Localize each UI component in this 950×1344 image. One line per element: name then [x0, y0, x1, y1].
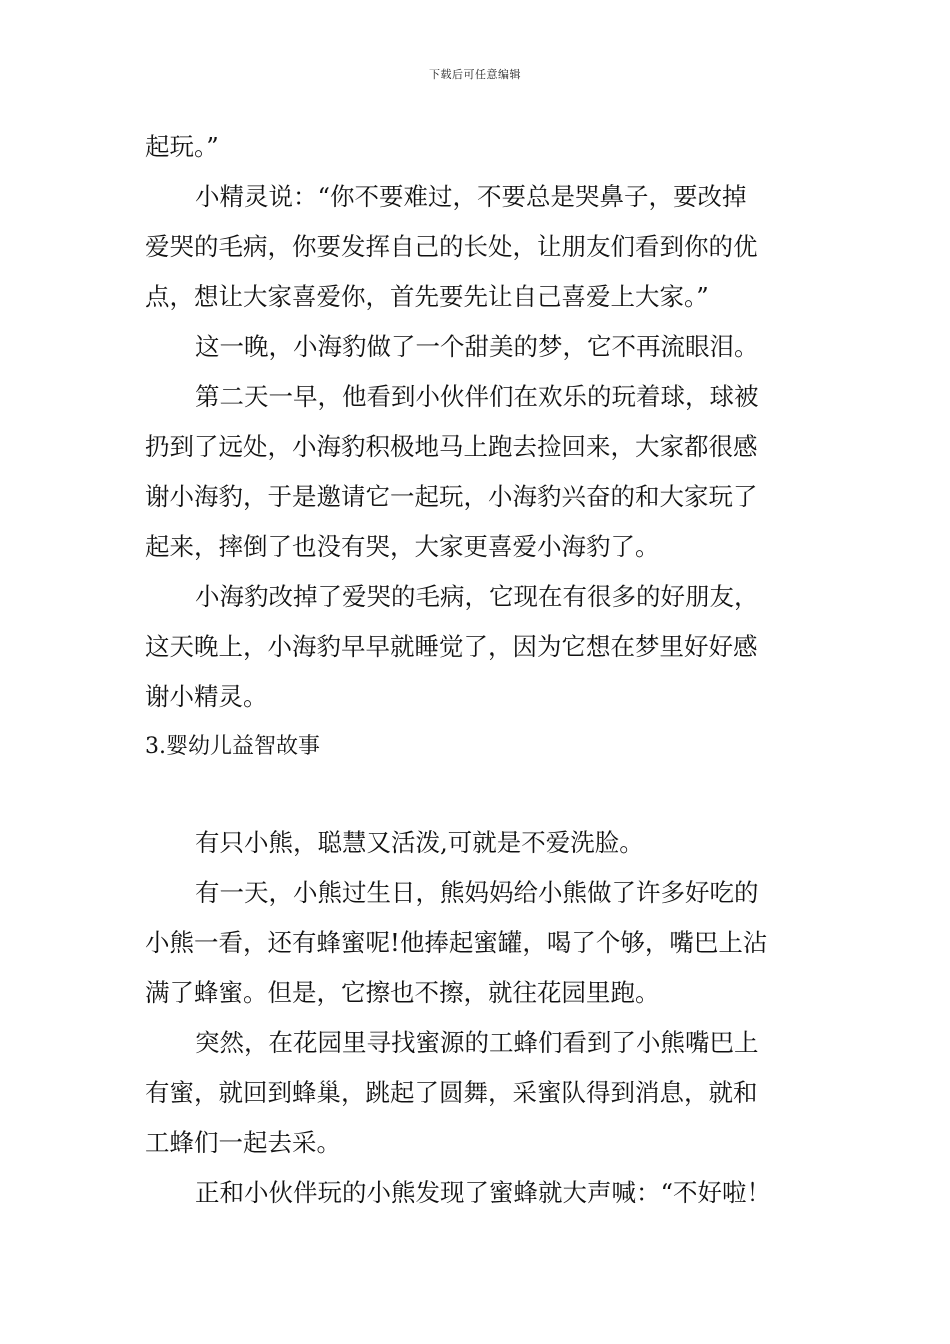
- paragraph-line: 满了蜂蜜。但是，它擦也不擦，就往花园里跑。: [145, 978, 660, 1007]
- paragraph-line: 有一天，小熊过生日，熊妈妈给小熊做了许多好吃的: [195, 878, 759, 907]
- document-body: [145, 122, 810, 1218]
- paragraph-line: 小熊一看，还有蜂蜜呢!他捧起蜜罐，喝了个够，嘴巴上沾: [145, 928, 768, 957]
- paragraph-line: 谢小海豹，于是邀请它一起玩，小海豹兴奋的和大家玩了: [145, 482, 758, 511]
- paragraph-line: 小海豹改掉了爱哭的毛病，它现在有很多的好朋友，: [195, 582, 759, 611]
- section-heading: 3.婴幼儿益智故事: [145, 734, 320, 759]
- paragraph-line: 谢小精灵。: [145, 682, 268, 711]
- page-header: 下载后可任意编辑: [429, 68, 521, 81]
- paragraph-line: 突然，在花园里寻找蜜源的工蜂们看到了小熊嘴巴上: [195, 1028, 759, 1057]
- paragraph-line: 起玩。”: [145, 132, 219, 161]
- paragraph-line: 起来，摔倒了也没有哭，大家更喜爱小海豹了。: [145, 532, 660, 561]
- section-gap: [145, 772, 810, 818]
- paragraph-line: 第二天一早，他看到小伙伴们在欢乐的玩着球，球被: [195, 382, 759, 411]
- paragraph-line: 点，想让大家喜爱你，首先要先让自己喜爱上大家。”: [145, 282, 709, 311]
- paragraph-line: 爱哭的毛病，你要发挥自己的长处，让朋友们看到你的优: [145, 232, 758, 261]
- paragraph-line: 工蜂们一起去采。: [145, 1128, 341, 1157]
- paragraph-line: 小精灵说：“你不要难过，不要总是哭鼻子，要改掉: [195, 182, 747, 211]
- paragraph-line: 这天晚上，小海豹早早就睡觉了，因为它想在梦里好好感: [145, 632, 758, 661]
- paragraph-line: 扔到了远处，小海豹积极地马上跑去捡回来，大家都很感: [145, 432, 758, 461]
- paragraph-line: 这一晚，小海豹做了一个甜美的梦，它不再流眼泪。: [195, 332, 759, 361]
- paragraph-line: 正和小伙伴玩的小熊发现了蜜蜂就大声喊：“不好啦！: [195, 1178, 772, 1207]
- paragraph-line: 有蜜，就回到蜂巢，跳起了圆舞，采蜜队得到消息，就和: [145, 1078, 758, 1107]
- paragraph-line: 有只小熊，聪慧又活泼,可就是不爱洗脸。: [195, 828, 644, 857]
